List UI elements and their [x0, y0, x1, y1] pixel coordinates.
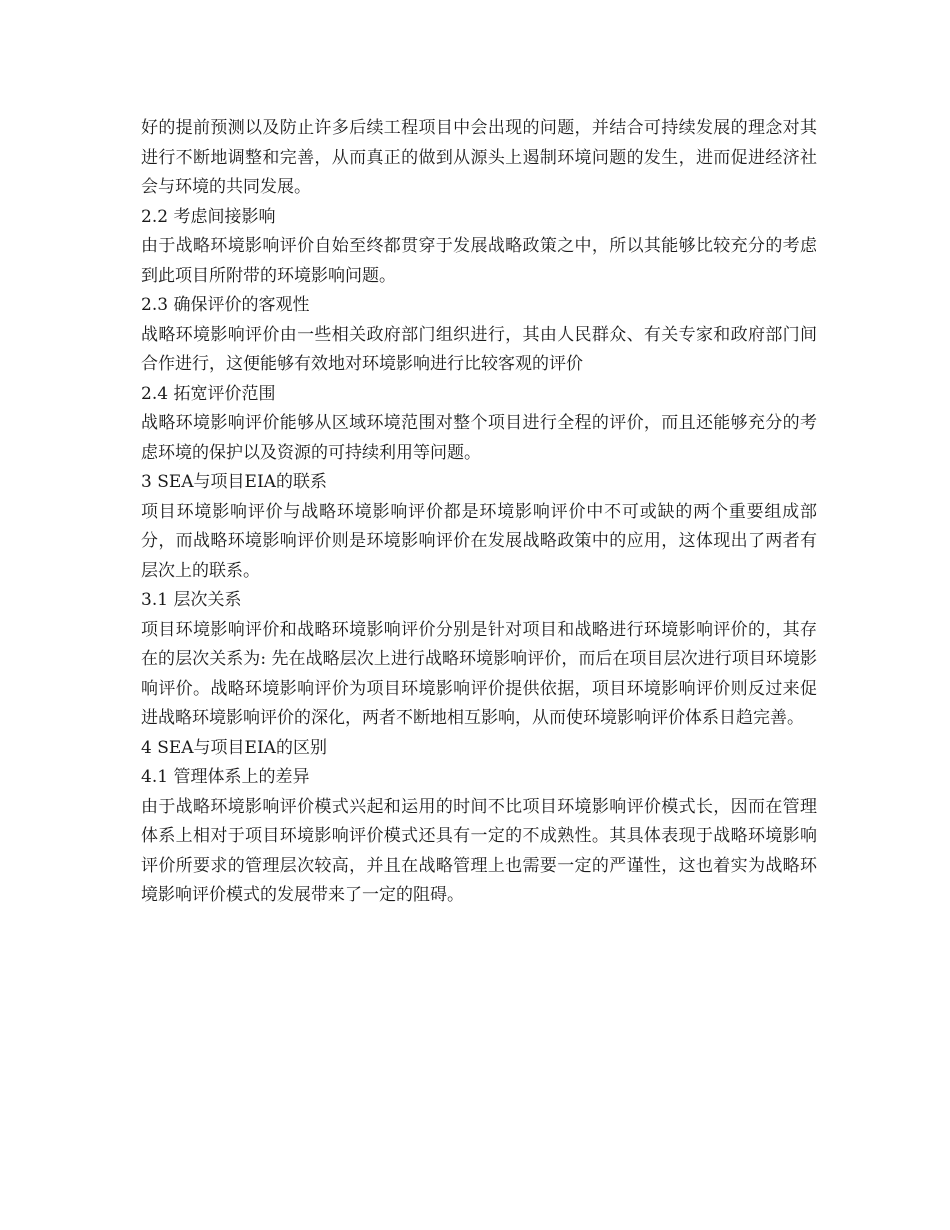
section-heading: 3.1 层次关系: [141, 590, 242, 610]
section-heading: 4.1 管理体系上的差异: [141, 767, 310, 787]
paragraph: 项目环境影响评价与战略环境影响评价都是环境影响评价中不可或缺的两个重要组成部分，而战略环境影响评价则是环境影响评价在发展战略政策中的应用，这体现出了两者有层次上的联系。: [141, 501, 817, 581]
paragraph: 由于战略环境影响评价自始至终都贯穿于发展战略政策之中，所以其能够比较充分的考虑到此项目所附带的环境影响问题。: [141, 236, 817, 286]
section-heading: 2.2 考虑间接影响: [141, 206, 276, 227]
paragraph: 战略环境影响评价由一些相关政府部门组织进行，其由人民群众、有关专家和政府部门间合作进行，这便能够有效地对环境影响进行比较客观的评价: [141, 324, 817, 374]
paragraph: 由于战略环境影响评价模式兴起和运用的时间不比项目环境影响评价模式长，因而在管理体系上相对于项目环境影响评价模式还具有一定的不成熟性。其具体表现于战略环境影响评价所要求的管理层次较高，并且在战略管理上也需要一定的严谨性，这也着实为战略环境影响评价模式的发展带来了一定的阻碍。: [141, 796, 817, 905]
document-body: [141, 114, 817, 911]
section-heading: 2.4 拓宽评价范围: [141, 383, 276, 404]
paragraph: 战略环境影响评价能够从区域环境范围对整个项目进行全程的评价，而且还能够充分的考虑环境的保护以及资源的可持续利用等问题。: [141, 413, 817, 463]
section-heading: 2.3 确保评价的客观性: [141, 295, 310, 315]
paragraph: 项目环境影响评价和战略环境影响评价分别是针对项目和战略进行环境影响评价的，其存在的层次关系为: 先在战略层次上进行战略环境影响评价，而后在项目层次进行项目环境影响评价。战略环境影响评价为项目环境影响评价提供依据，项目环境影响评价则反过来促进战略环境影响评价的深化，两者不断地相互影响，从而使环境影响评价体系日趋完善。: [141, 619, 817, 728]
paragraph: 好的提前预测以及防止许多后续工程项目中会出现的问题，并结合可持续发展的理念对其进行不断地调整和完善，从而真正的做到从源头上遏制环境问题的发生，进而促进经济社会与环境的共同发展。: [141, 118, 817, 197]
section-heading: 3 SEA与项目EIA的联系: [141, 472, 327, 492]
section-heading: 4 SEA与项目EIA的区别: [141, 737, 327, 758]
